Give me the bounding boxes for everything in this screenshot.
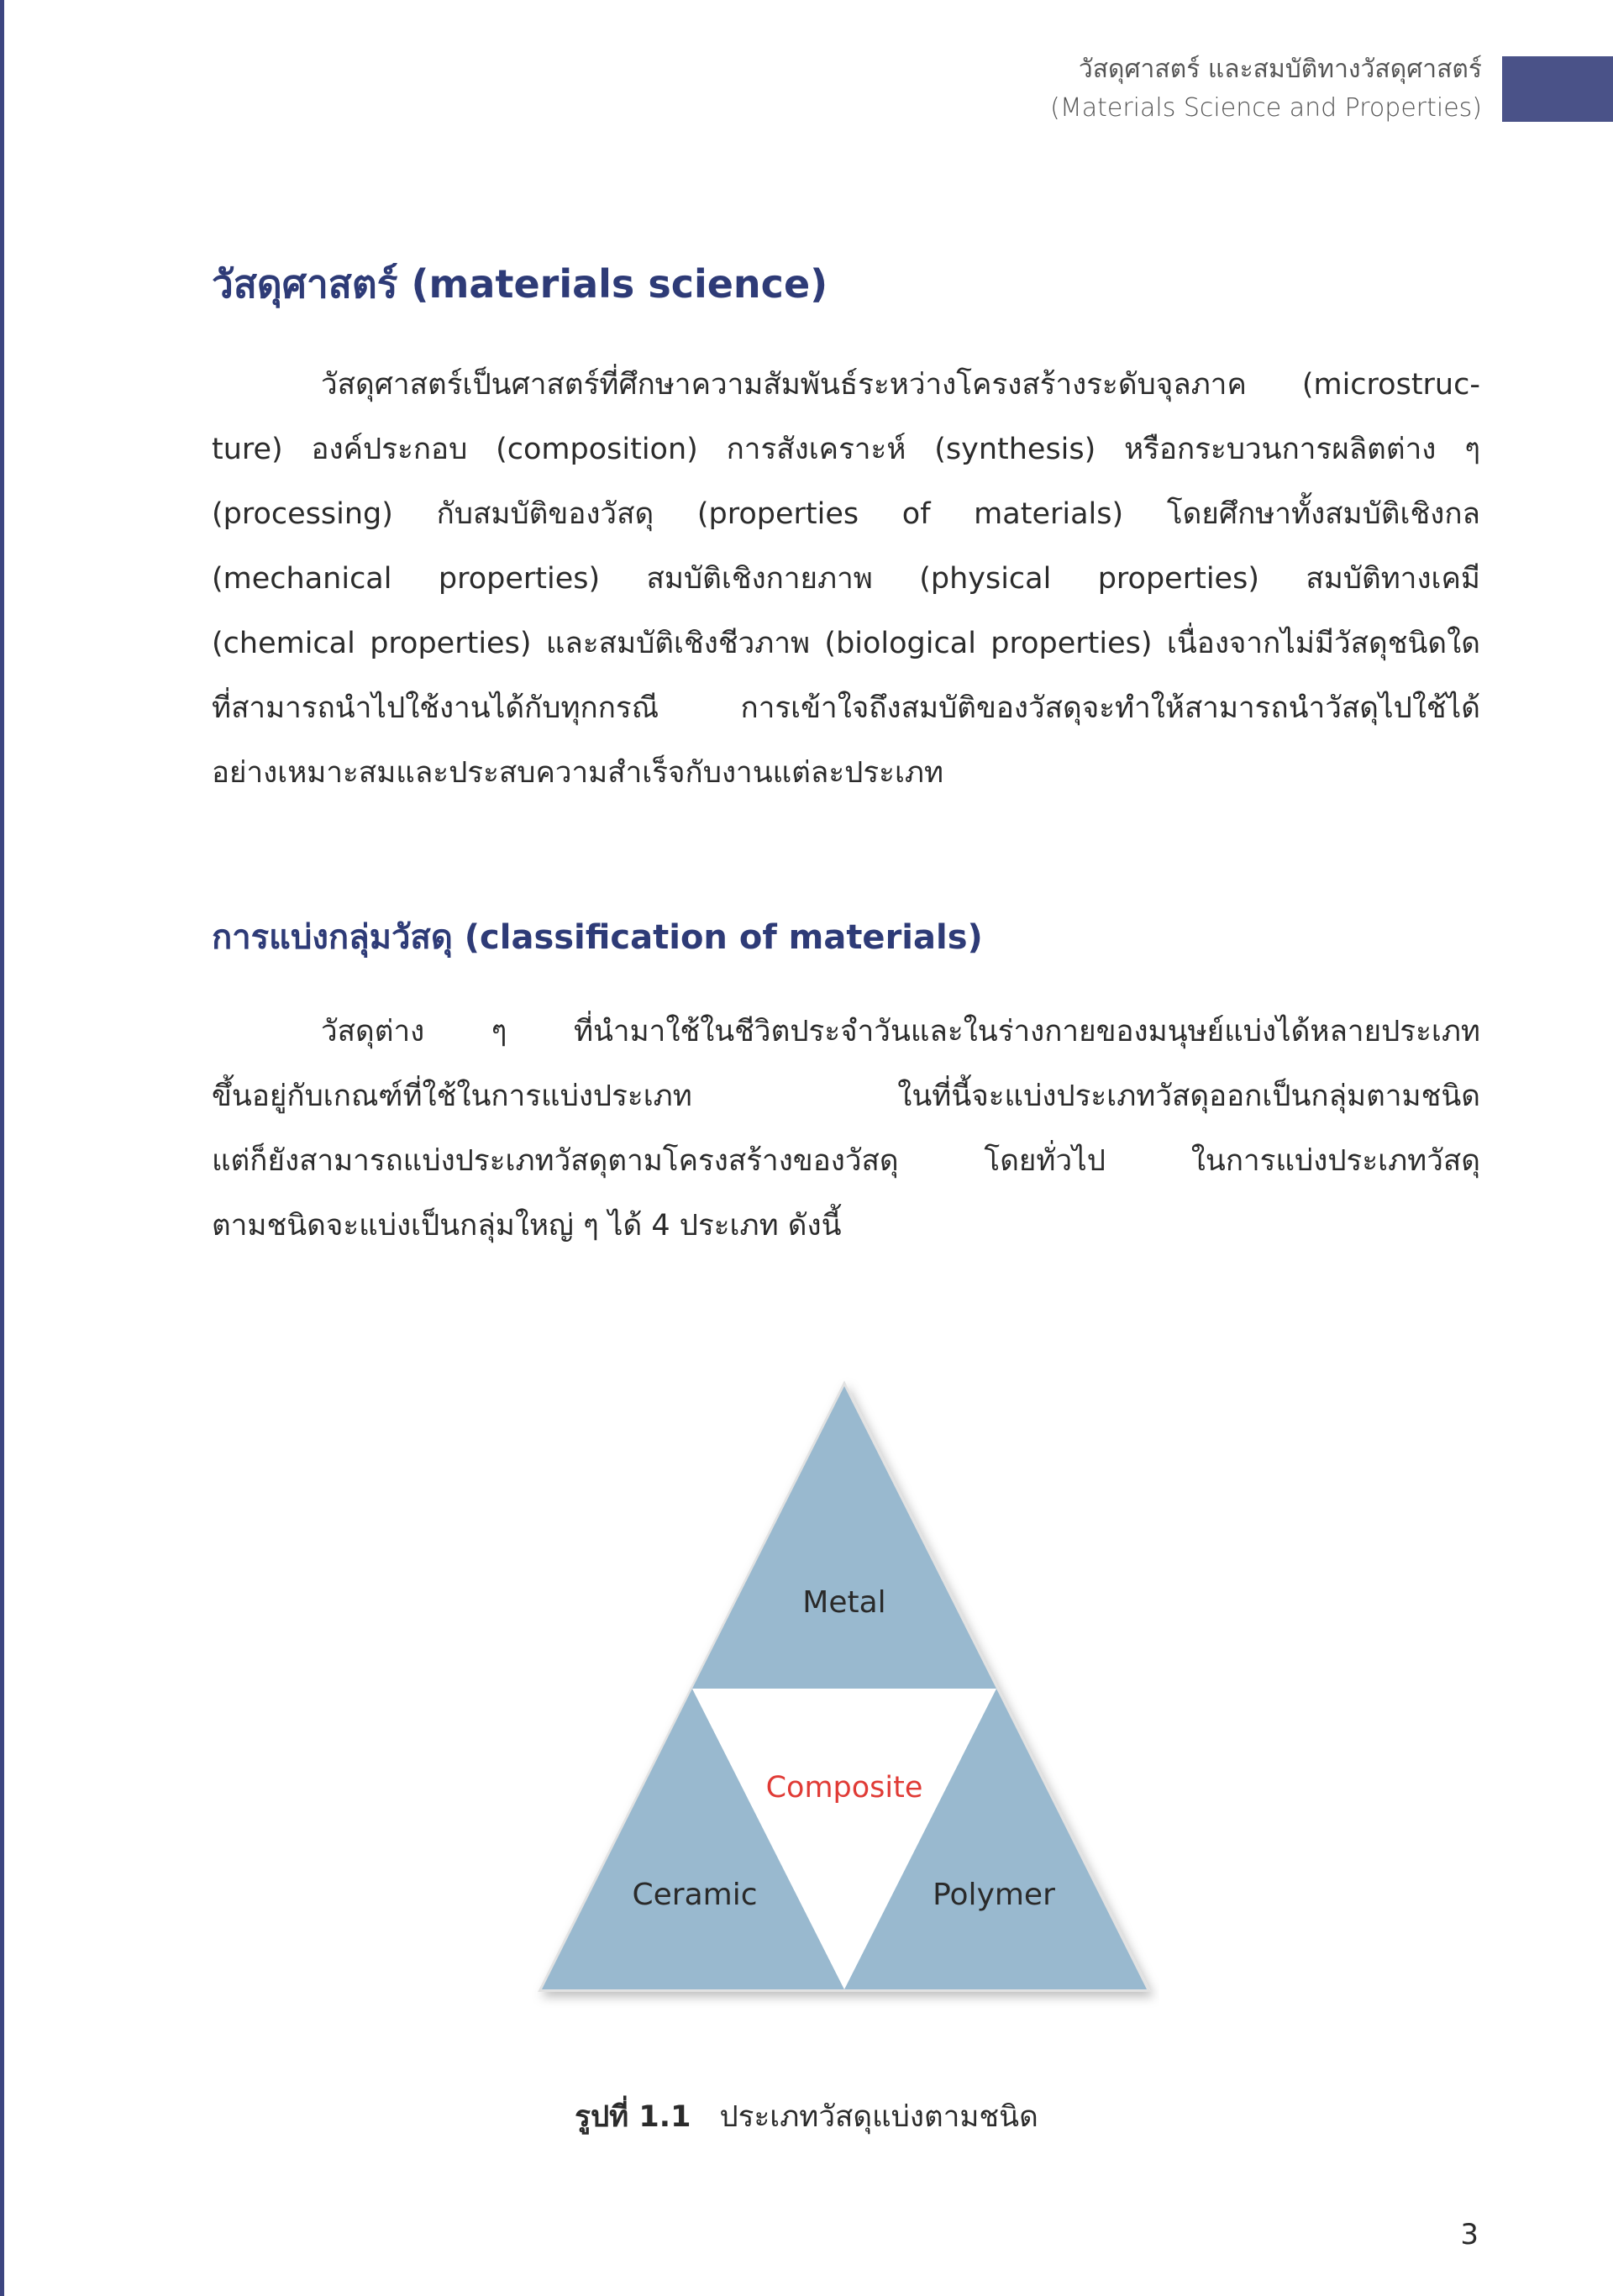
header-title-english: (Materials Science and Properties) xyxy=(1050,93,1482,123)
section-heading-classification: การแบ่งกลุ่มวัสดุ (classification of materials) xyxy=(212,918,983,957)
paragraph-line: (chemical properties) และสมบัติเชิงชีวภาพ (biological properties) เนื่องจากไม่มีวัสดุชนิดใด xyxy=(212,627,1480,660)
paragraph-line: ที่สามารถนำไปใช้งานได้กับทุกกรณี การเข้าใจถึงสมบัติของวัสดุจะทำให้สามารถนำวัสดุไปใช้ได้ xyxy=(212,691,1480,725)
metal-triangle xyxy=(692,1386,996,1689)
header-title-thai: วัสดุศาสตร์ และสมบัติทางวัสดุศาสตร์ xyxy=(1078,55,1482,84)
paragraph-materials-science xyxy=(212,353,1480,806)
paragraph-line: ขึ้นอยู่กับเกณฑ์ที่ใช้ในการแบ่งประเภท ในที่นี้จะแบ่งประเภทวัสดุออกเป็นกลุ่มตามชนิด xyxy=(212,1080,1480,1113)
paragraph-line: อย่างเหมาะสมและประสบความสำเร็จกับงานแต่ละประเภท xyxy=(212,756,944,790)
page-number: 3 xyxy=(1460,2218,1479,2251)
paragraph-classification xyxy=(212,1000,1480,1258)
polymer-label: Polymer xyxy=(933,1878,1055,1912)
section-heading-materials-science: วัสดุศาสตร์ (materials science) xyxy=(212,261,828,307)
running-header xyxy=(1050,50,1482,128)
paragraph-line: แต่ก็ยังสามารถแบ่งประเภทวัสดุตามโครงสร้างของวัสดุ โดยทั่วไป ในการแบ่งประเภทวัสดุ xyxy=(212,1144,1480,1178)
left-margin-rule xyxy=(0,0,4,2296)
figure-caption xyxy=(0,2094,1613,2140)
ceramic-label: Ceramic xyxy=(632,1878,758,1912)
header-color-tab xyxy=(1502,56,1613,122)
paragraph-line: (mechanical properties) สมบัติเชิงกายภาพ (physical properties) สมบัติทางเคมี xyxy=(212,562,1480,596)
figure-caption-number: รูปที่ 1.1 xyxy=(575,2100,691,2134)
paragraph-line: วัสดุศาสตร์เป็นศาสตร์ที่ศึกษาความสัมพันธ์ระหว่างโครงสร้างระดับจุลภาค (microstruc- xyxy=(321,368,1480,402)
composite-label: Composite xyxy=(765,1771,923,1805)
figure-caption-text: ประเภทวัสดุแบ่งตามชนิด xyxy=(719,2100,1038,2134)
paragraph-line: (processing) กับสมบัติของวัสดุ (properties of materials) โดยศึกษาทั้งสมบัติเชิงกล xyxy=(212,497,1480,531)
paragraph-line: ture) องค์ประกอบ (composition) การสังเคราะห์ (synthesis) หรือกระบวนการผลิตต่าง ๆ xyxy=(212,433,1480,466)
metal-label: Metal xyxy=(802,1585,886,1620)
paragraph-line: วัสดุต่าง ๆ ที่นำมาใช้ในชีวิตประจำวันและในร่างกายของมนุษย์แบ่งได้หลายประเภท xyxy=(321,1015,1480,1048)
paragraph-line: ตามชนิดจะแบ่งเป็นกลุ่มใหญ่ ๆ ได้ 4 ประเภท ดังนี้ xyxy=(212,1209,842,1243)
triangle-diagram xyxy=(529,1369,1159,2008)
materials-triangle-figure xyxy=(529,1369,1159,2008)
